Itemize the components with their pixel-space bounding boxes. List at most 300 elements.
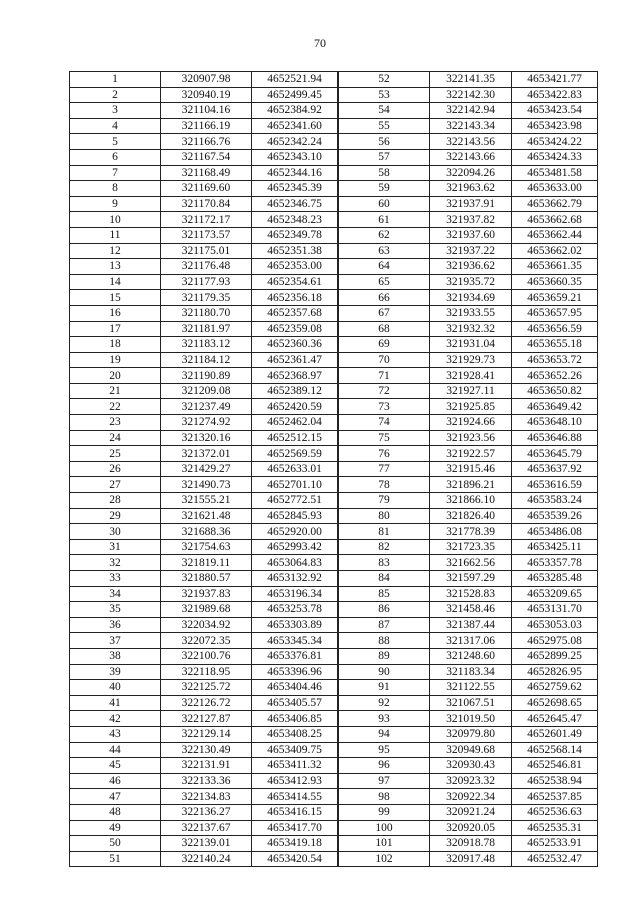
table-row	[70, 602, 338, 618]
y-coordinate-cell: 4652532.47	[512, 851, 598, 867]
y-coordinate-cell: 4652354.61	[252, 274, 338, 290]
y-coordinate-cell: 4653421.77	[512, 72, 598, 88]
point-number-cell: 85	[339, 586, 430, 602]
table-row	[339, 742, 598, 758]
table-row	[339, 836, 598, 852]
x-coordinate-cell: 320907.98	[161, 72, 252, 88]
point-number-cell: 95	[339, 742, 430, 758]
point-number-cell: 69	[339, 337, 430, 353]
y-coordinate-cell: 4653412.93	[252, 773, 338, 789]
x-coordinate-cell: 322142.30	[430, 87, 512, 103]
x-coordinate-cell: 321723.35	[430, 539, 512, 555]
y-coordinate-cell: 4653662.68	[512, 212, 598, 228]
x-coordinate-cell: 321924.66	[430, 415, 512, 431]
table-row	[339, 758, 598, 774]
table-row	[339, 165, 598, 181]
x-coordinate-cell: 321621.48	[161, 508, 252, 524]
y-coordinate-cell: 4653662.79	[512, 196, 598, 212]
x-coordinate-cell: 321931.04	[430, 337, 512, 353]
y-coordinate-cell: 4653539.26	[512, 508, 598, 524]
table-row	[339, 103, 598, 119]
point-number-cell: 1	[70, 72, 161, 88]
y-coordinate-cell: 4652538.94	[512, 773, 598, 789]
y-coordinate-cell: 4653411.32	[252, 758, 338, 774]
y-coordinate-cell: 4653659.21	[512, 290, 598, 306]
table-row	[339, 602, 598, 618]
point-number-cell: 22	[70, 399, 161, 415]
point-number-cell: 72	[339, 383, 430, 399]
y-coordinate-cell: 4653419.18	[252, 836, 338, 852]
table-row	[339, 851, 598, 867]
table-row	[70, 383, 338, 399]
point-number-cell: 75	[339, 430, 430, 446]
point-number-cell: 102	[339, 851, 430, 867]
x-coordinate-cell: 321937.91	[430, 196, 512, 212]
x-coordinate-cell: 320917.48	[430, 851, 512, 867]
x-coordinate-cell: 322094.26	[430, 165, 512, 181]
x-coordinate-cell: 322133.36	[161, 773, 252, 789]
point-number-cell: 60	[339, 196, 430, 212]
point-number-cell: 41	[70, 695, 161, 711]
table-row	[70, 836, 338, 852]
point-number-cell: 34	[70, 586, 161, 602]
x-coordinate-cell: 321173.57	[161, 227, 252, 243]
table-row	[70, 415, 338, 431]
x-coordinate-cell: 321937.83	[161, 586, 252, 602]
y-coordinate-cell: 4653486.08	[512, 524, 598, 540]
point-number-cell: 91	[339, 680, 430, 696]
y-coordinate-cell: 4652521.94	[252, 72, 338, 88]
x-coordinate-cell: 320979.80	[430, 726, 512, 742]
table-row	[70, 820, 338, 836]
table-row	[339, 586, 598, 602]
x-coordinate-cell: 321490.73	[161, 477, 252, 493]
table-row	[339, 368, 598, 384]
x-coordinate-cell: 321927.11	[430, 383, 512, 399]
y-coordinate-cell: 4652568.14	[512, 742, 598, 758]
table-row	[70, 321, 338, 337]
point-number-cell: 52	[339, 72, 430, 88]
point-number-cell: 18	[70, 337, 161, 353]
y-coordinate-cell: 4652353.00	[252, 259, 338, 275]
y-coordinate-cell: 4652701.10	[252, 477, 338, 493]
table-row	[339, 524, 598, 540]
x-coordinate-cell: 321688.36	[161, 524, 252, 540]
point-number-cell: 36	[70, 617, 161, 633]
x-coordinate-cell: 321170.84	[161, 196, 252, 212]
x-coordinate-cell: 321183.12	[161, 337, 252, 353]
coordinates-table-right-body	[339, 72, 598, 867]
x-coordinate-cell: 321372.01	[161, 446, 252, 462]
x-coordinate-cell: 321209.08	[161, 383, 252, 399]
y-coordinate-cell: 4653253.78	[252, 602, 338, 618]
x-coordinate-cell: 321181.97	[161, 321, 252, 337]
x-coordinate-cell: 321184.12	[161, 352, 252, 368]
y-coordinate-cell: 4652512.15	[252, 430, 338, 446]
y-coordinate-cell: 4653414.55	[252, 789, 338, 805]
x-coordinate-cell: 321104.16	[161, 103, 252, 119]
point-number-cell: 96	[339, 758, 430, 774]
y-coordinate-cell: 4653650.82	[512, 383, 598, 399]
x-coordinate-cell: 322126.72	[161, 695, 252, 711]
point-number-cell: 10	[70, 212, 161, 228]
x-coordinate-cell: 321458.46	[430, 602, 512, 618]
table-row	[339, 290, 598, 306]
point-number-cell: 40	[70, 680, 161, 696]
x-coordinate-cell: 321175.01	[161, 243, 252, 259]
x-coordinate-cell: 321933.55	[430, 305, 512, 321]
table-row	[339, 695, 598, 711]
table-row	[70, 274, 338, 290]
point-number-cell: 8	[70, 181, 161, 197]
y-coordinate-cell: 4652536.63	[512, 804, 598, 820]
y-coordinate-cell: 4653646.88	[512, 430, 598, 446]
point-number-cell: 80	[339, 508, 430, 524]
x-coordinate-cell: 322143.56	[430, 134, 512, 150]
x-coordinate-cell: 321180.70	[161, 305, 252, 321]
x-coordinate-cell: 321922.57	[430, 446, 512, 462]
point-number-cell: 74	[339, 415, 430, 431]
table-row	[70, 196, 338, 212]
x-coordinate-cell: 321122.55	[430, 680, 512, 696]
y-coordinate-cell: 4652899.25	[512, 648, 598, 664]
x-coordinate-cell: 321754.63	[161, 539, 252, 555]
x-coordinate-cell: 321937.82	[430, 212, 512, 228]
y-coordinate-cell: 4653583.24	[512, 493, 598, 509]
y-coordinate-cell: 4653405.57	[252, 695, 338, 711]
table-row	[339, 243, 598, 259]
y-coordinate-cell: 4652462.04	[252, 415, 338, 431]
table-row	[70, 571, 338, 587]
x-coordinate-cell: 321932.32	[430, 321, 512, 337]
point-number-cell: 45	[70, 758, 161, 774]
y-coordinate-cell: 4652993.42	[252, 539, 338, 555]
point-number-cell: 50	[70, 836, 161, 852]
point-number-cell: 24	[70, 430, 161, 446]
point-number-cell: 14	[70, 274, 161, 290]
y-coordinate-cell: 4652342.24	[252, 134, 338, 150]
x-coordinate-cell: 322139.01	[161, 836, 252, 852]
page-number: 70	[314, 36, 326, 50]
y-coordinate-cell: 4652920.00	[252, 524, 338, 540]
x-coordinate-cell: 321067.51	[430, 695, 512, 711]
y-coordinate-cell: 4653053.03	[512, 617, 598, 633]
table-row	[70, 352, 338, 368]
x-coordinate-cell: 320940.19	[161, 87, 252, 103]
table-row	[70, 477, 338, 493]
table-row	[70, 617, 338, 633]
y-coordinate-cell: 4653132.92	[252, 571, 338, 587]
point-number-cell: 59	[339, 181, 430, 197]
x-coordinate-cell: 322131.91	[161, 758, 252, 774]
x-coordinate-cell: 321880.57	[161, 571, 252, 587]
y-coordinate-cell: 4652759.62	[512, 680, 598, 696]
table-row	[70, 227, 338, 243]
point-number-cell: 46	[70, 773, 161, 789]
point-number-cell: 88	[339, 633, 430, 649]
table-row	[70, 87, 338, 103]
x-coordinate-cell: 322137.67	[161, 820, 252, 836]
point-number-cell: 67	[339, 305, 430, 321]
point-number-cell: 98	[339, 789, 430, 805]
table-row	[339, 446, 598, 462]
x-coordinate-cell: 321935.72	[430, 274, 512, 290]
table-row	[339, 196, 598, 212]
x-coordinate-cell: 321597.29	[430, 571, 512, 587]
x-coordinate-cell: 321166.76	[161, 134, 252, 150]
table-row	[70, 508, 338, 524]
point-number-cell: 70	[339, 352, 430, 368]
table-row	[339, 555, 598, 571]
x-coordinate-cell: 321248.60	[430, 648, 512, 664]
table-row	[339, 664, 598, 680]
table-row	[70, 742, 338, 758]
point-number-cell: 28	[70, 493, 161, 509]
point-number-cell: 49	[70, 820, 161, 836]
x-coordinate-cell: 321936.62	[430, 259, 512, 275]
point-number-cell: 62	[339, 227, 430, 243]
point-number-cell: 11	[70, 227, 161, 243]
y-coordinate-cell: 4653424.22	[512, 134, 598, 150]
table-row	[339, 680, 598, 696]
x-coordinate-cell: 321387.44	[430, 617, 512, 633]
y-coordinate-cell: 4652344.16	[252, 165, 338, 181]
table-row	[339, 337, 598, 353]
x-coordinate-cell: 321166.19	[161, 118, 252, 134]
y-coordinate-cell: 4653404.46	[252, 680, 338, 696]
table-row	[70, 305, 338, 321]
x-coordinate-cell: 322130.49	[161, 742, 252, 758]
table-row	[70, 586, 338, 602]
point-number-cell: 55	[339, 118, 430, 134]
table-row	[339, 274, 598, 290]
point-number-cell: 86	[339, 602, 430, 618]
x-coordinate-cell: 321989.68	[161, 602, 252, 618]
coordinates-table-left	[69, 71, 338, 867]
table-row	[70, 555, 338, 571]
y-coordinate-cell: 4653376.81	[252, 648, 338, 664]
point-number-cell: 25	[70, 446, 161, 462]
table-row	[70, 165, 338, 181]
x-coordinate-cell: 322141.35	[430, 72, 512, 88]
table-row	[70, 399, 338, 415]
x-coordinate-cell: 321169.60	[161, 181, 252, 197]
point-number-cell: 29	[70, 508, 161, 524]
x-coordinate-cell: 320949.68	[430, 742, 512, 758]
x-coordinate-cell: 321937.22	[430, 243, 512, 259]
y-coordinate-cell: 4652346.75	[252, 196, 338, 212]
table-row	[70, 633, 338, 649]
table-row	[70, 337, 338, 353]
coordinates-table-left-body	[70, 72, 338, 867]
table-row	[70, 851, 338, 867]
x-coordinate-cell: 321176.48	[161, 259, 252, 275]
point-number-cell: 92	[339, 695, 430, 711]
table-row	[70, 789, 338, 805]
point-number-cell: 37	[70, 633, 161, 649]
y-coordinate-cell: 4652359.08	[252, 321, 338, 337]
point-number-cell: 94	[339, 726, 430, 742]
x-coordinate-cell: 321190.89	[161, 368, 252, 384]
y-coordinate-cell: 4653196.34	[252, 586, 338, 602]
y-coordinate-cell: 4653661.35	[512, 259, 598, 275]
x-coordinate-cell: 321963.62	[430, 181, 512, 197]
y-coordinate-cell: 4653425.11	[512, 539, 598, 555]
y-coordinate-cell: 4653652.26	[512, 368, 598, 384]
x-coordinate-cell: 321555.21	[161, 493, 252, 509]
table-row	[70, 461, 338, 477]
x-coordinate-cell: 322072.35	[161, 633, 252, 649]
table-row	[70, 290, 338, 306]
table-row	[339, 633, 598, 649]
point-number-cell: 61	[339, 212, 430, 228]
point-number-cell: 35	[70, 602, 161, 618]
x-coordinate-cell: 320918.78	[430, 836, 512, 852]
y-coordinate-cell: 4652348.23	[252, 212, 338, 228]
y-coordinate-cell: 4652845.93	[252, 508, 338, 524]
table-row	[339, 227, 598, 243]
y-coordinate-cell: 4653645.79	[512, 446, 598, 462]
point-number-cell: 13	[70, 259, 161, 275]
y-coordinate-cell: 4653417.70	[252, 820, 338, 836]
x-coordinate-cell: 321929.73	[430, 352, 512, 368]
table-row	[339, 321, 598, 337]
table-row	[70, 134, 338, 150]
point-number-cell: 76	[339, 446, 430, 462]
point-number-cell: 27	[70, 477, 161, 493]
table-row	[70, 493, 338, 509]
table-row	[339, 259, 598, 275]
y-coordinate-cell: 4652357.68	[252, 305, 338, 321]
point-number-cell: 64	[339, 259, 430, 275]
y-coordinate-cell: 4653662.44	[512, 227, 598, 243]
point-number-cell: 97	[339, 773, 430, 789]
table-row	[339, 149, 598, 165]
x-coordinate-cell: 321866.10	[430, 493, 512, 509]
point-number-cell: 4	[70, 118, 161, 134]
point-number-cell: 12	[70, 243, 161, 259]
x-coordinate-cell: 322127.87	[161, 711, 252, 727]
point-number-cell: 2	[70, 87, 161, 103]
table-row	[339, 134, 598, 150]
y-coordinate-cell: 4652349.78	[252, 227, 338, 243]
y-coordinate-cell: 4653064.83	[252, 555, 338, 571]
point-number-cell: 21	[70, 383, 161, 399]
table-row	[339, 804, 598, 820]
x-coordinate-cell: 321662.56	[430, 555, 512, 571]
x-coordinate-cell: 321168.49	[161, 165, 252, 181]
y-coordinate-cell: 4652341.60	[252, 118, 338, 134]
y-coordinate-cell: 4653209.65	[512, 586, 598, 602]
table-row	[70, 212, 338, 228]
y-coordinate-cell: 4652535.31	[512, 820, 598, 836]
table-row	[339, 711, 598, 727]
y-coordinate-cell: 4652645.47	[512, 711, 598, 727]
x-coordinate-cell: 321928.41	[430, 368, 512, 384]
x-coordinate-cell: 321317.06	[430, 633, 512, 649]
y-coordinate-cell: 4652420.59	[252, 399, 338, 415]
point-number-cell: 71	[339, 368, 430, 384]
point-number-cell: 31	[70, 539, 161, 555]
y-coordinate-cell: 4653656.59	[512, 321, 598, 337]
y-coordinate-cell: 4653345.34	[252, 633, 338, 649]
table-row	[70, 524, 338, 540]
y-coordinate-cell: 4653662.02	[512, 243, 598, 259]
x-coordinate-cell: 321896.21	[430, 477, 512, 493]
point-number-cell: 42	[70, 711, 161, 727]
x-coordinate-cell: 321429.27	[161, 461, 252, 477]
point-number-cell: 56	[339, 134, 430, 150]
point-number-cell: 90	[339, 664, 430, 680]
table-row	[70, 259, 338, 275]
x-coordinate-cell: 322134.83	[161, 789, 252, 805]
point-number-cell: 19	[70, 352, 161, 368]
y-coordinate-cell: 4652356.18	[252, 290, 338, 306]
y-coordinate-cell: 4652569.59	[252, 446, 338, 462]
y-coordinate-cell: 4652826.95	[512, 664, 598, 680]
point-number-cell: 33	[70, 571, 161, 587]
y-coordinate-cell: 4653285.48	[512, 571, 598, 587]
table-row	[70, 539, 338, 555]
table-row	[70, 430, 338, 446]
y-coordinate-cell: 4653422.83	[512, 87, 598, 103]
x-coordinate-cell: 321179.35	[161, 290, 252, 306]
x-coordinate-cell: 321925.85	[430, 399, 512, 415]
table-row	[339, 820, 598, 836]
x-coordinate-cell: 321923.56	[430, 430, 512, 446]
x-coordinate-cell: 322136.27	[161, 804, 252, 820]
point-number-cell: 77	[339, 461, 430, 477]
point-number-cell: 7	[70, 165, 161, 181]
table-row	[339, 72, 598, 88]
x-coordinate-cell: 322142.94	[430, 103, 512, 119]
point-number-cell: 16	[70, 305, 161, 321]
y-coordinate-cell: 4653423.98	[512, 118, 598, 134]
point-number-cell: 66	[339, 290, 430, 306]
x-coordinate-cell: 321172.17	[161, 212, 252, 228]
table-row	[339, 305, 598, 321]
y-coordinate-cell: 4653481.58	[512, 165, 598, 181]
point-number-cell: 89	[339, 648, 430, 664]
table-row	[339, 87, 598, 103]
point-number-cell: 87	[339, 617, 430, 633]
y-coordinate-cell: 4652360.36	[252, 337, 338, 353]
table-row	[70, 804, 338, 820]
table-row	[339, 352, 598, 368]
table-row	[339, 789, 598, 805]
point-number-cell: 84	[339, 571, 430, 587]
table-row	[339, 181, 598, 197]
y-coordinate-cell: 4653649.42	[512, 399, 598, 415]
y-coordinate-cell: 4652389.12	[252, 383, 338, 399]
table-row	[70, 711, 338, 727]
y-coordinate-cell: 4652546.81	[512, 758, 598, 774]
x-coordinate-cell: 322129.14	[161, 726, 252, 742]
table-row	[339, 477, 598, 493]
y-coordinate-cell: 4652698.65	[512, 695, 598, 711]
table-row	[70, 243, 338, 259]
x-coordinate-cell: 322143.34	[430, 118, 512, 134]
x-coordinate-cell: 321320.16	[161, 430, 252, 446]
y-coordinate-cell: 4652537.85	[512, 789, 598, 805]
table-row	[339, 415, 598, 431]
point-number-cell: 38	[70, 648, 161, 664]
point-number-cell: 43	[70, 726, 161, 742]
x-coordinate-cell: 321183.34	[430, 664, 512, 680]
x-coordinate-cell: 321934.69	[430, 290, 512, 306]
y-coordinate-cell: 4653303.89	[252, 617, 338, 633]
table-row	[70, 72, 338, 88]
